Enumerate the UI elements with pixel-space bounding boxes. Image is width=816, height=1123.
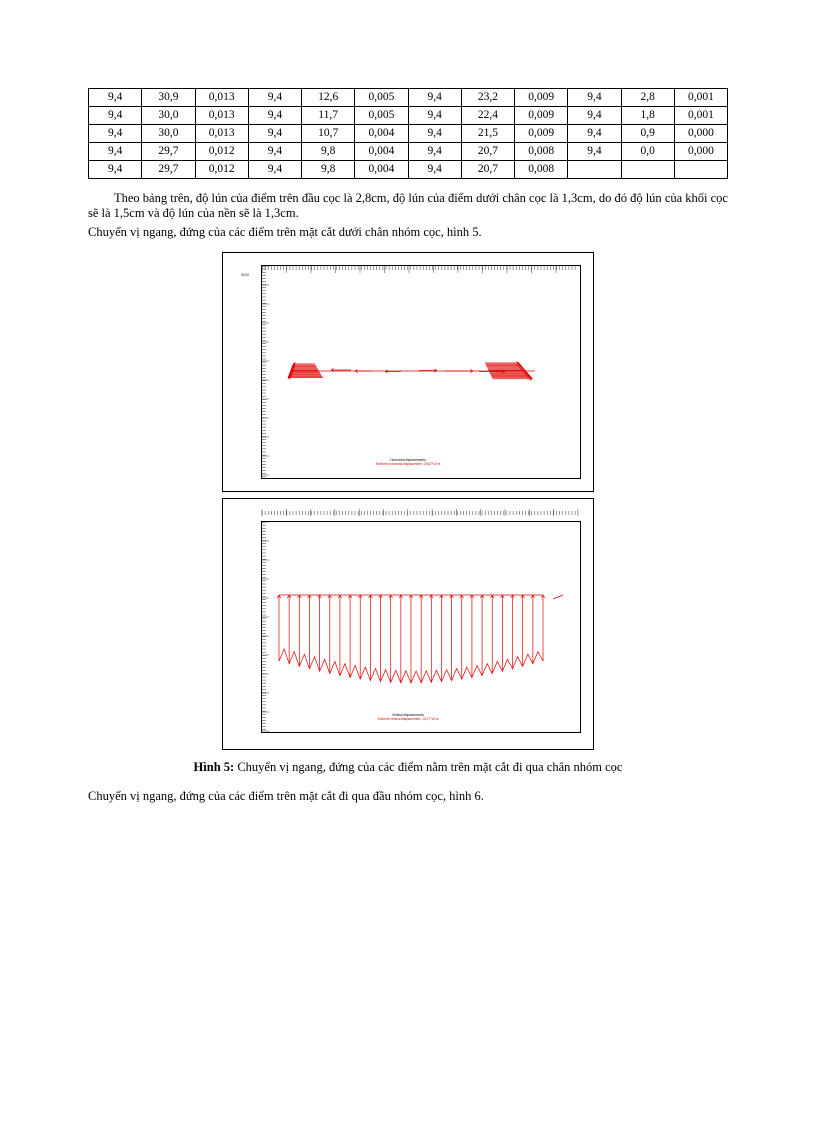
table-cell [621,161,674,179]
table-row [89,107,728,125]
table-cell [568,161,621,179]
table-cell: 9,4 [408,125,461,143]
table-cell: 9,4 [408,161,461,179]
table-cell: 0,009 [515,89,568,107]
table-cell: 0,004 [355,161,408,179]
results-table [88,88,728,179]
table-cell: 0,009 [515,125,568,143]
table-cell: 9,4 [89,125,142,143]
table-cell: 9,4 [408,89,461,107]
table-body [89,89,728,179]
table-cell: 9,8 [302,143,355,161]
table-cell: 9,8 [302,161,355,179]
paragraph-figure5-intro [88,225,728,240]
paragraph-figure6-intro [88,789,728,804]
table-cell: 30,9 [142,89,195,107]
table-row [89,125,728,143]
table-cell: 0,001 [674,107,727,125]
paragraph-text: Theo bảng trên, độ lún của điểm trên đầu cọc là 2,8cm, độ lún của điểm dưới chân cọc là 1,3cm, do đó độ lún của khối cọc sẽ là 1,5cm và độ lún của nền sẽ là 1,3cm. [88,191,728,220]
legend-horizontal [223,458,593,466]
plot-svg-horizontal [223,253,593,491]
table-cell: 9,4 [248,143,301,161]
table-cell: 0,012 [195,143,248,161]
table-cell: 9,4 [89,161,142,179]
plot-svg-vertical [223,499,593,749]
legend-vertical [223,713,593,721]
paragraph-text: Chuyển vị ngang, đứng của các điểm trên mặt cắt đi qua đầu nhóm cọc, hình 6. [88,789,484,803]
table-cell: 10,7 [302,125,355,143]
y-axis-label-group-h [241,273,249,277]
table-row [89,89,728,107]
table-cell: 9,4 [568,107,621,125]
table-cell: 0,000 [674,143,727,161]
table-cell: 9,4 [248,89,301,107]
legend-extreme: Extreme vertical displacement -13,17*10 m [377,717,439,721]
table-cell: 1,8 [621,107,674,125]
table-cell: 12,6 [302,89,355,107]
legend-title: Horizontal displacements [390,458,426,462]
table-cell: 29,7 [142,143,195,161]
table-row [89,161,728,179]
table-cell: 30,0 [142,125,195,143]
table-cell: 9,4 [89,89,142,107]
legend-title: Vertical displacements [392,713,424,717]
table-cell: 9,4 [248,107,301,125]
table-cell: 9,4 [568,143,621,161]
table-cell: 0,001 [674,89,727,107]
table-cell: 0,005 [355,107,408,125]
page-content [88,88,728,804]
table-cell: 0,013 [195,89,248,107]
table-cell: 9,4 [248,161,301,179]
table-cell: 0,013 [195,125,248,143]
table-cell: 0,009 [515,107,568,125]
table-cell: 0,012 [195,161,248,179]
table-cell: 0,004 [355,143,408,161]
paragraph-settlement [88,191,728,221]
caption-text: Chuyển vị ngang, đứng của các điểm nằm trên mặt cắt đi qua chân nhóm cọc [234,760,623,774]
legend-extreme: Extreme horizontal displacement -25,67*10 m [375,462,441,466]
table-cell: 0,013 [195,107,248,125]
table-cell: 9,4 [89,107,142,125]
table-cell: 23,2 [461,89,514,107]
table-cell: 22,4 [461,107,514,125]
table-cell: 21,5 [461,125,514,143]
figure-horizontal-displacements [222,252,594,492]
table-cell: 9,4 [568,89,621,107]
table-cell: 9,4 [568,125,621,143]
table-cell: 9,4 [408,107,461,125]
table-cell: 20,7 [461,143,514,161]
table-cell: 0,004 [355,125,408,143]
table-cell: 30,0 [142,107,195,125]
table-row [89,143,728,161]
table-cell: 0,008 [515,143,568,161]
table-cell: 9,4 [408,143,461,161]
y-tick-label: 30,00 [241,273,249,277]
figure-vertical-displacements [222,498,594,750]
table-cell: 9,4 [248,125,301,143]
table-cell: 0,9 [621,125,674,143]
table-cell: 0,005 [355,89,408,107]
table-cell: 11,7 [302,107,355,125]
table-cell [674,161,727,179]
table-cell: 0,008 [515,161,568,179]
table-cell: 29,7 [142,161,195,179]
table-cell: 2,8 [621,89,674,107]
caption-label: Hình 5: [193,760,235,774]
figure-caption-5 [88,760,728,775]
table-cell: 9,4 [89,143,142,161]
table-cell: 20,7 [461,161,514,179]
table-cell: 0,000 [674,125,727,143]
table-cell: 0,0 [621,143,674,161]
paragraph-text: Chuyển vị ngang, đứng của các điểm trên mặt cắt dưới chân nhóm cọc, hình 5. [88,225,482,239]
